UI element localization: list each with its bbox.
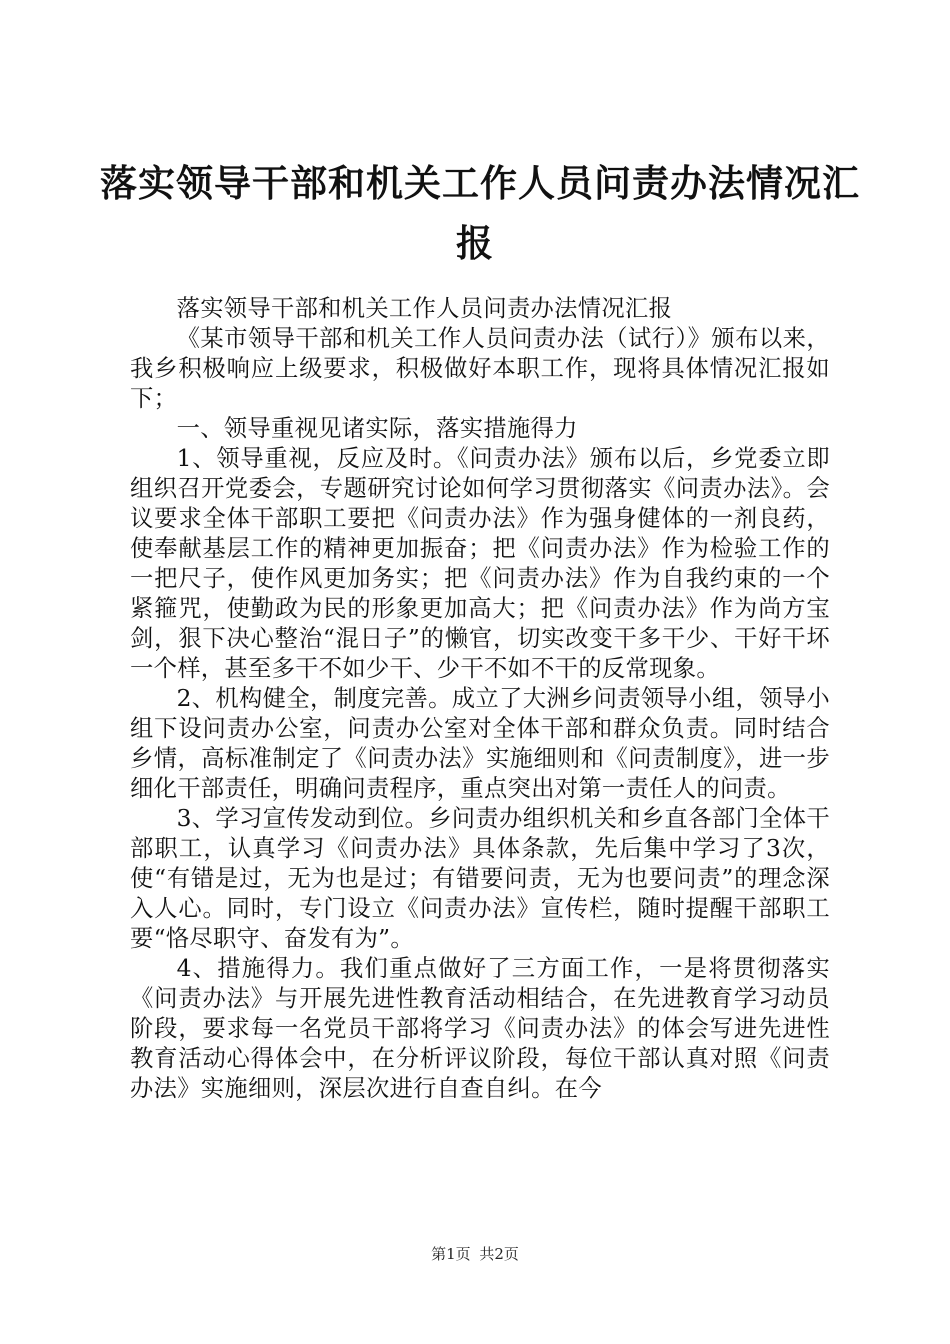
body-paragraph-1: 1、领导重视，反应及时。《问责办法》颁布以后，乡党委立即组织召开党委会，专题研究讨论如何学习贯彻落实《问责办法》。会议要求全体干部职工要把《问责办法》作为强身健体的一剂良药，使奉献基层工作的精神更加振奋；把《问责办法》作为检验工作的一把尺子，使作风更加务实；把《问责办法》作为自我约束的一个紧箍咒，使勤政为民的形象更加高大；把《问责办法》作为尚方宝剑，狠下决心整治“混日子”的懒官，切实改变干多干少、干好干坏一个样，甚至多干不如少干、少干不如不干的反常现象。 <box>130 445 830 682</box>
document-title-line-2: 报 <box>456 221 494 265</box>
body-paragraph-4: 4、措施得力。我们重点做好了三方面工作，一是将贯彻落实《问责办法》与开展先进性教育活动相结合，在先进教育学习动员阶段，要求每一名党员干部将学习《问责办法》的体会写进先进性教育活动心得体会中，在分析评议阶段，每位干部认真对照《问责办法》实施细则，深层次进行自查自纠。在今 <box>130 955 830 1102</box>
body-heading: 落实领导干部和机关工作人员问责办法情况汇报 <box>176 295 673 322</box>
page-number: 第1页 <box>431 1245 471 1263</box>
section-heading: 一、领导重视见诸实际，落实措施得力 <box>176 415 578 442</box>
body-paragraph-2: 2、机构健全，制度完善。成立了大洲乡问责领导小组，领导小组下设问责办公室，问责办公室对全体干部和群众负责。同时结合乡情，高标准制定了《问责办法》实施细则和《问责制度》，进一步细化干部责任，明确问责程序，重点突出对第一责任人的问责。 <box>130 685 830 802</box>
page-total: 共2页 <box>479 1245 519 1263</box>
body-paragraph-intro: 《某市领导干部和机关工作人员问责办法（试行）》颁布以来，我乡积极响应上级要求，积极做好本职工作，现将具体情况汇报如下； <box>130 325 830 412</box>
document-title-line-1: 落实领导干部和机关工作人员问责办法情况汇 <box>100 161 860 205</box>
document-body <box>130 294 830 1104</box>
body-paragraph-3: 3、学习宣传发动到位。乡问责办组织机关和乡直各部门全体干部职工，认真学习《问责办法》具体条款，先后集中学习了3次，使“有错是过，无为也是过；有错要问责，无为也要问责”的理念深入人心。同时，专门设立《问责办法》宣传栏，随时提醒干部职工要“恪尽职守、奋发有为”。 <box>130 805 830 952</box>
page-footer <box>0 1245 950 1263</box>
